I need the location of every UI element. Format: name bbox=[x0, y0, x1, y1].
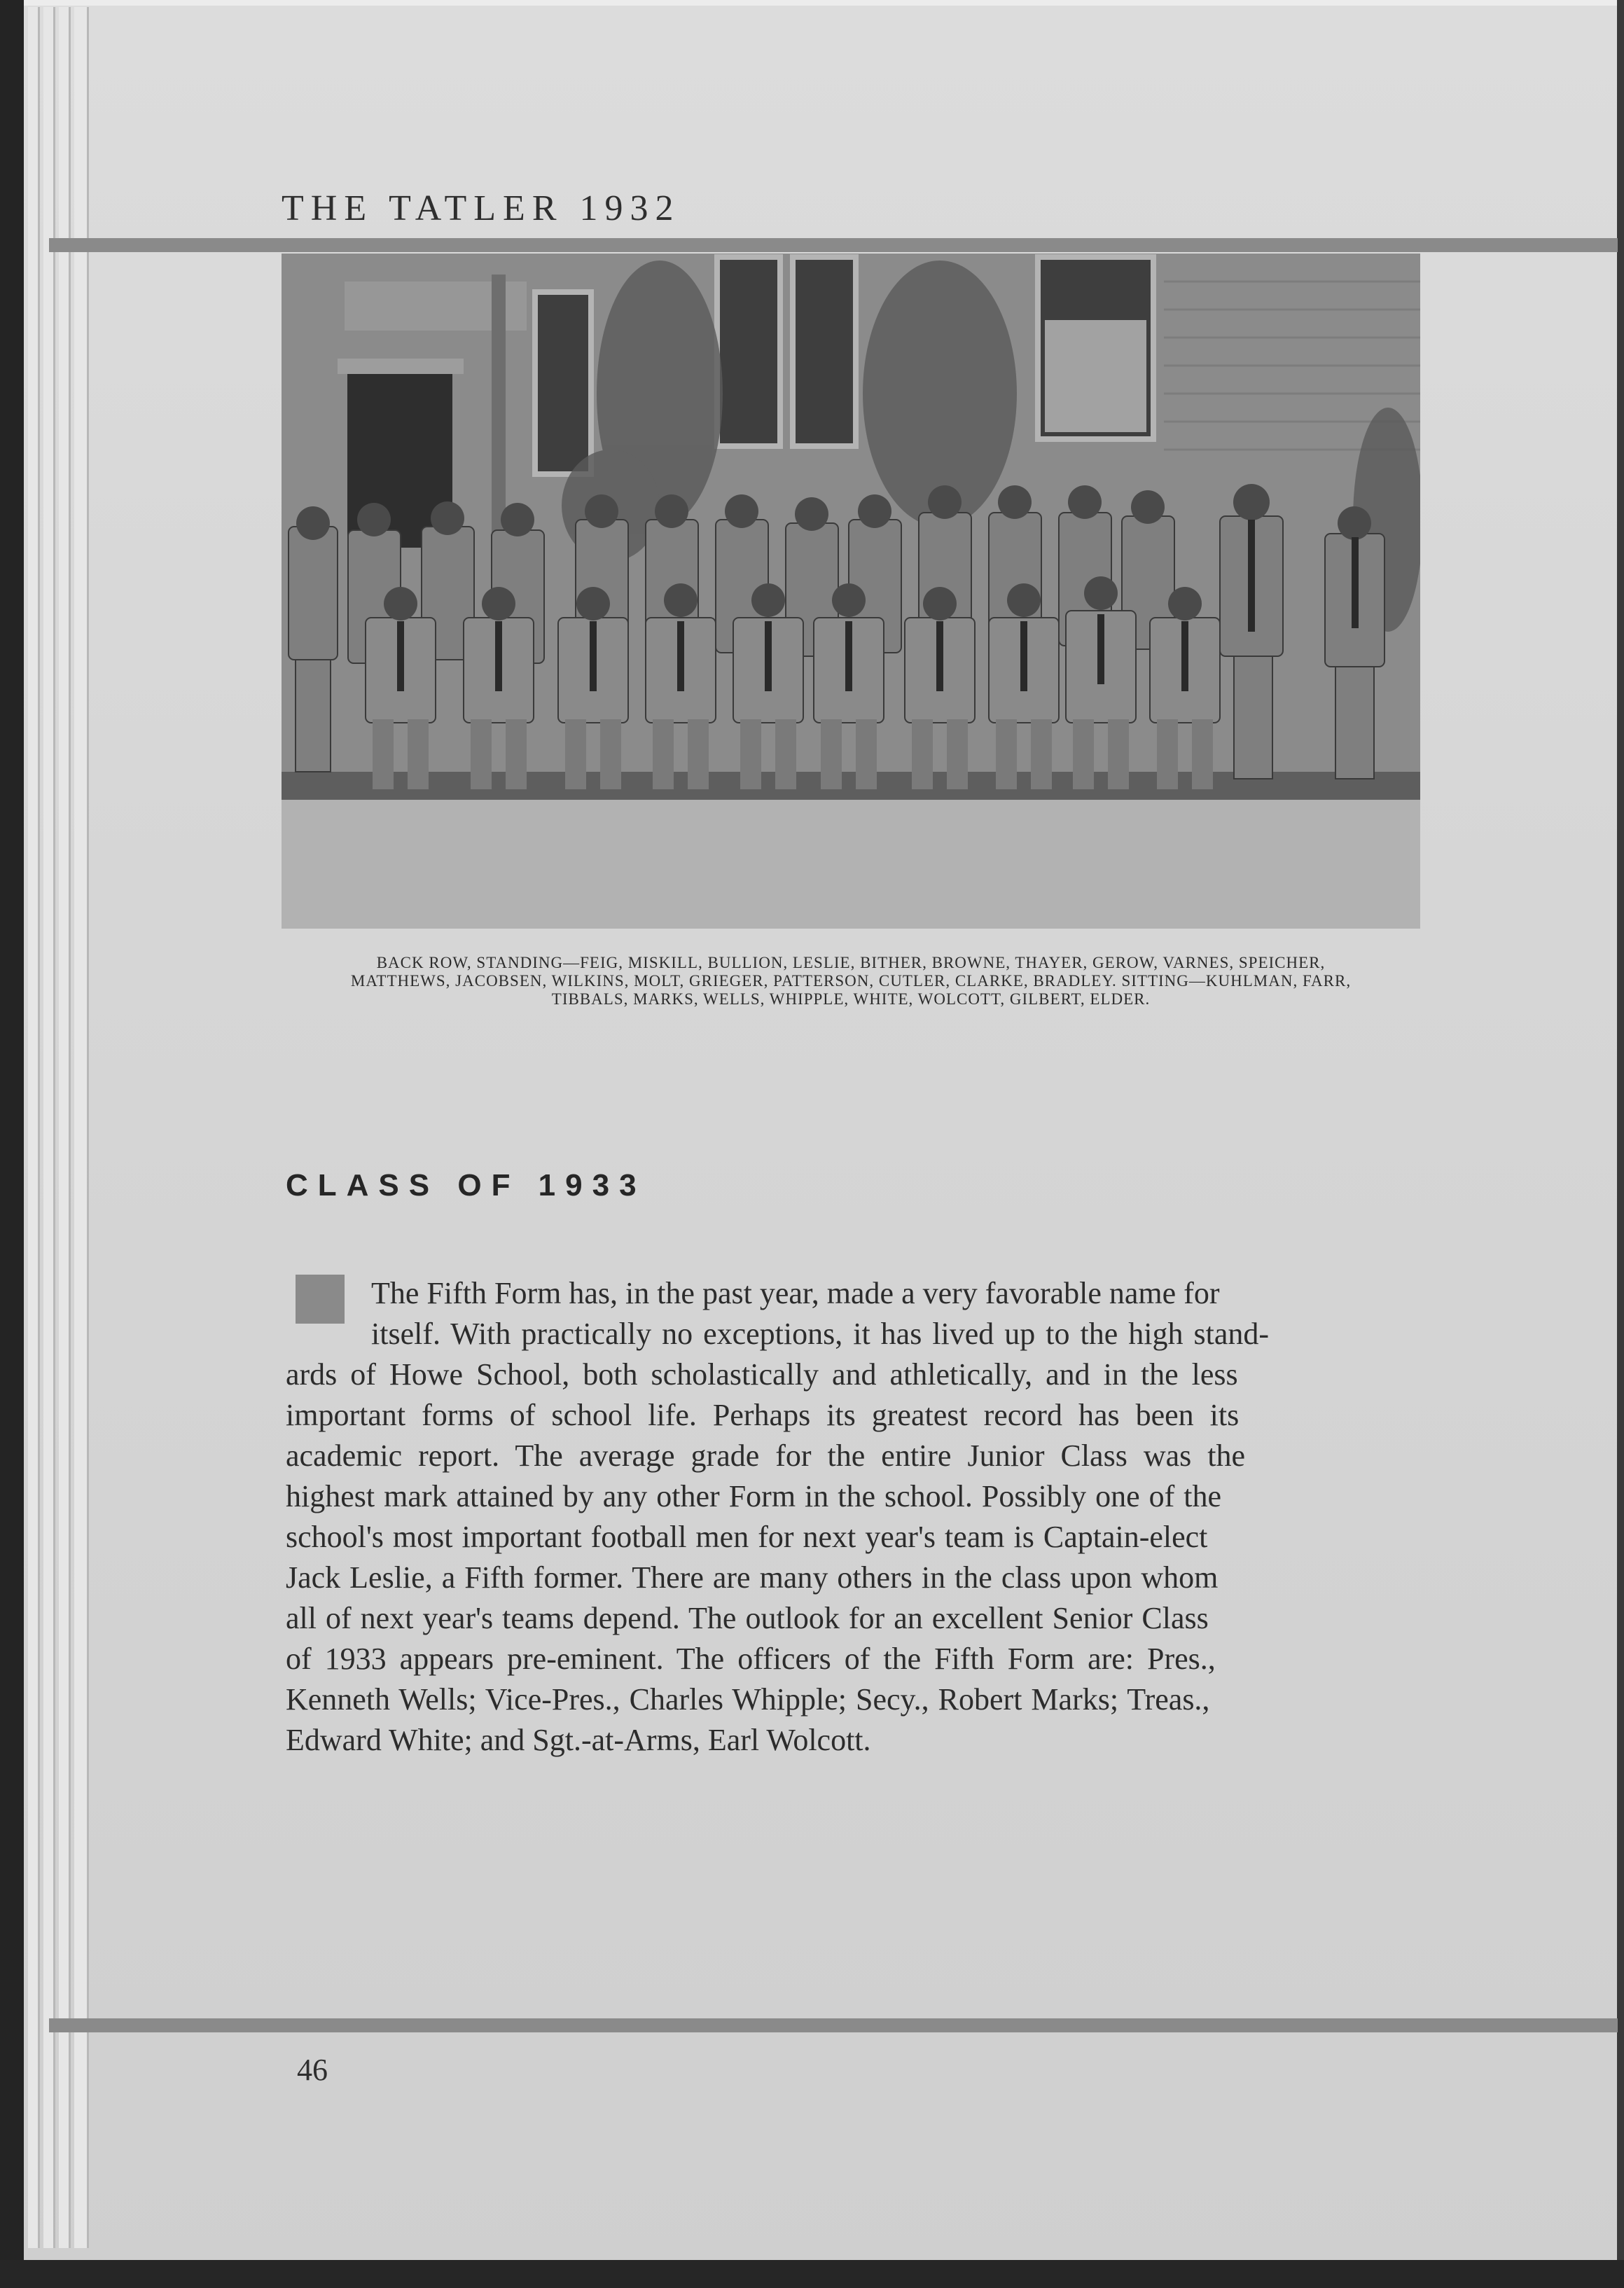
bottom-rule bbox=[49, 2018, 1618, 2032]
paragraph-line: The Fifth Form has, in the past year, made a very favorable name for bbox=[371, 1276, 1220, 1310]
decorative-square bbox=[296, 1275, 345, 1324]
bottom-edge-shadow bbox=[0, 2260, 1624, 2288]
paragraph-line: important forms of school life. Perhaps its greatest record has been its bbox=[286, 1398, 1240, 1432]
class-photo bbox=[282, 254, 1420, 929]
caption-line: MATTHEWS, JACOBSEN, WILKINS, MOLT, GRIEGER, PATTERSON, CUTLER, CLARKE, BRADLEY. SITTING—KUHLMAN, FARR, bbox=[350, 972, 1352, 990]
top-rule bbox=[49, 238, 1618, 252]
right-edge-shadow bbox=[1617, 0, 1624, 2288]
paragraph-line: of 1933 appears pre-eminent. The officers of the Fifth Form are: Pres., bbox=[286, 1642, 1216, 1676]
page-number: 46 bbox=[297, 2053, 328, 2087]
paragraph-line: ards of Howe School, both scholastically and athletically, and in the less bbox=[286, 1357, 1238, 1392]
page-edge-strip bbox=[59, 7, 71, 2248]
binding-edge bbox=[0, 0, 24, 2288]
paragraph-line: all of next year's teams depend. The outlook for an excellent Senior Class bbox=[286, 1601, 1209, 1635]
paragraph-line: Edward White; and Sgt.-at-Arms, Earl Wolcott. bbox=[286, 1723, 871, 1757]
page-edge-strip bbox=[43, 7, 55, 2248]
caption-line: BACK ROW, STANDING—FEIG, MISKILL, BULLION, LESLIE, BITHER, BROWNE, THAYER, GEROW, VARNES, SPEICHER, bbox=[376, 954, 1326, 971]
paragraph-line: school's most important football men for next year's team is Captain-elect bbox=[286, 1520, 1208, 1554]
paragraph-line: itself. With practically no exceptions, it has lived up to the high stand- bbox=[371, 1317, 1270, 1351]
running-head: THE TATLER 1932 bbox=[282, 188, 681, 228]
paragraph-line: highest mark attained by any other Form in the school. Possibly one of the bbox=[286, 1479, 1222, 1513]
paragraph-line: Jack Leslie, a Fifth former. There are many others in the class upon whom bbox=[286, 1560, 1219, 1595]
section-heading: CLASS OF 1933 bbox=[286, 1168, 646, 1202]
page-top-edge bbox=[0, 0, 1624, 6]
page-edge-strip bbox=[74, 7, 89, 2248]
page-edge-strip bbox=[28, 7, 40, 2248]
photo-caption bbox=[282, 954, 1420, 1008]
paragraph-line: Kenneth Wells; Vice-Pres., Charles Whipple; Secy., Robert Marks; Treas., bbox=[286, 1682, 1210, 1717]
paragraph-line: academic report. The average grade for the entire Junior Class was the bbox=[286, 1438, 1245, 1473]
class-photo-illustration bbox=[282, 254, 1420, 929]
caption-line: TIBBALS, MARKS, WELLS, WHIPPLE, WHITE, WOLCOTT, GILBERT, ELDER. bbox=[551, 990, 1151, 1008]
